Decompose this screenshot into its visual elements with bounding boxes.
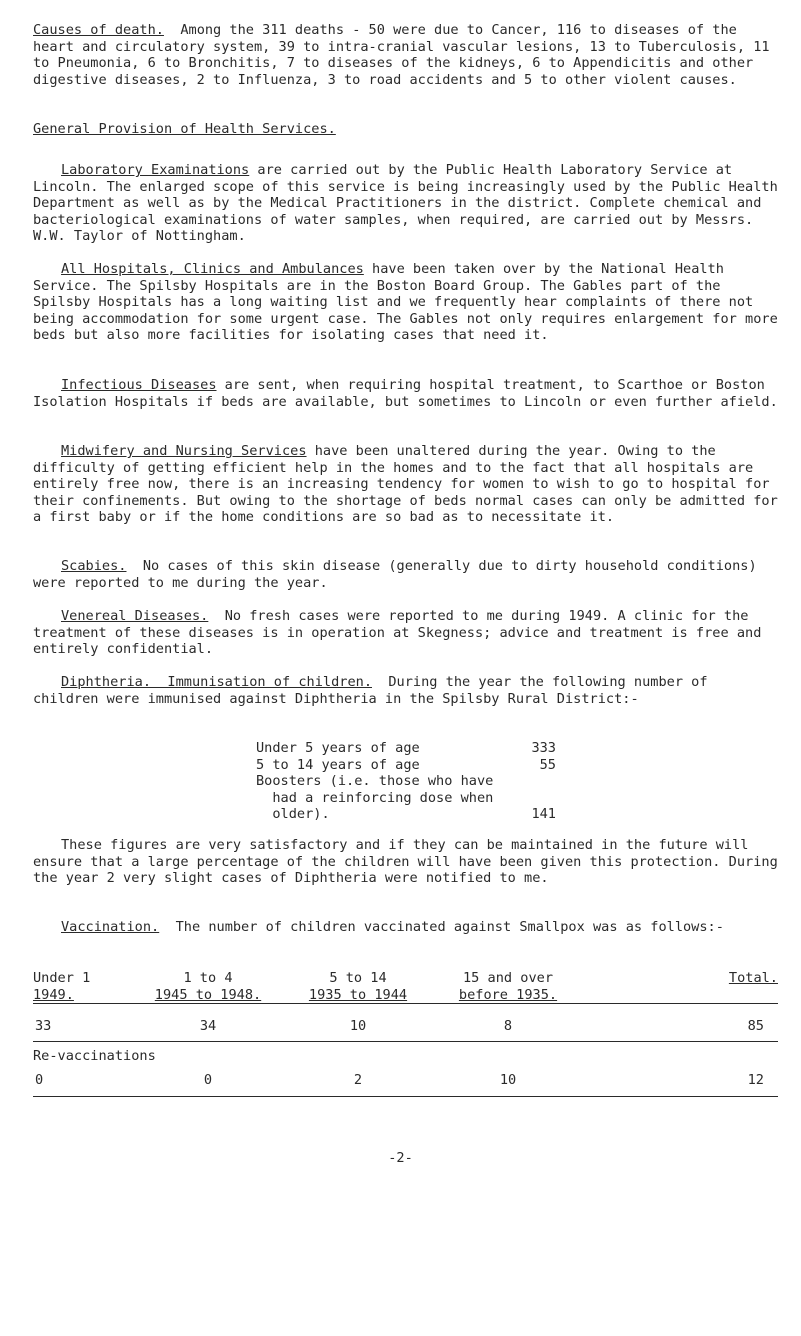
immunisation-list	[256, 740, 556, 823]
vaccination-values	[33, 1018, 778, 1035]
infectious-text: are sent, when requiring hospital treatment, to Scarthoe or Boston Isolation Hospitals if beds are available, but sometimes to Lincoln or even further afield.	[33, 377, 778, 410]
diphtheria-heading: Diphtheria. Immunisation of children.	[61, 674, 372, 690]
general-provision-heading: General Provision of Health Services.	[33, 121, 336, 137]
revaccination-values	[33, 1072, 778, 1089]
midwifery-heading: Midwifery and Nursing Services	[61, 443, 307, 459]
immunisation-row: older). 141	[256, 806, 556, 822]
scabies-text: No cases of this skin disease (generally due to dirty household conditions) were reported to me during the year.	[33, 558, 765, 591]
infectious-heading: Infectious Diseases	[61, 377, 217, 393]
laboratory-heading: Laboratory Examinations	[61, 162, 250, 178]
table-row: 33 34 10 8 85	[35, 1018, 764, 1034]
laboratory-paragraph	[33, 162, 786, 245]
page-number: -2-	[388, 1150, 413, 1166]
infectious-paragraph	[33, 377, 778, 410]
column-header: Total.	[728, 970, 778, 986]
causes-heading: Causes of death.	[33, 22, 164, 38]
column-header: 15 and over before 1935.	[458, 970, 558, 1003]
column-header: 5 to 14 1935 to 1944	[308, 970, 408, 1003]
hospitals-heading: All Hospitals, Clinics and Ambulances	[61, 261, 364, 277]
hospitals-text: have been taken over by the National Health Service. The Spilsby Hospitals are in the Boston Board Group. The Gables part of the Spilsby Hospitals has a long waiting list and we frequently hear complaints of there not being accommodation for some urgent case. The Gables not only requires enlargement for more beds but also more facilities for isolating cases that need it.	[33, 261, 786, 343]
column-header: Under 1 1949.	[33, 970, 91, 1003]
table-rule	[33, 1041, 778, 1042]
diphtheria-after-paragraph: These figures are very satisfactory and if they can be maintained in the future will ensure that a large percentage of the children will have been given this protection. During the year 2 very slight cases of Diphtheria were notified to me.	[33, 837, 786, 886]
venereal-text: No fresh cases were reported to me during 1949. A clinic for the treatment of these diseases is in operation at Skegness; advice and treatment is free and entirely confidential.	[33, 608, 770, 657]
causes-text: Among the 311 deaths - 50 were due to Cancer, 116 to diseases of the heart and circulatory system, 39 to intra-cranial vascular lesions, 13 to Tuberculosis, 11 to Pneumonia, 6 to Bronchitis, 7 to diseases of the kidneys, 6 to Appendicitis and other digestive diseases, 2 to Influenza, 3 to road accidents and 5 to other violent causes.	[33, 22, 778, 88]
diphtheria-text: During the year the following number of children were immunised against Diphtheria in the Spilsby Rural District:-	[33, 674, 716, 707]
vaccination-header-row	[33, 970, 778, 1003]
vaccination-paragraph	[33, 919, 778, 936]
scabies-paragraph	[33, 558, 778, 591]
midwifery-text: have been unaltered during the year. Owing to the difficulty of getting efficient help in the homes and to the fact that all hospitals are entirely free now, there is an increasing tendency for women to wish to go to hospital for their confinements. But owing to the shortage of beds normal cases can only be admitted for a first baby or if the home conditions are so bad as to necessitate it.	[33, 443, 786, 525]
immunisation-row: 5 to 14 years of age 55	[256, 756, 556, 773]
causes-paragraph	[33, 22, 778, 88]
scabies-heading: Scabies.	[61, 558, 127, 574]
immunisation-row: Under 5 years of age 333	[256, 740, 556, 756]
venereal-heading: Venereal Diseases.	[61, 608, 209, 624]
diphtheria-paragraph	[33, 674, 778, 707]
hospitals-paragraph	[33, 261, 786, 344]
table-row: 0 0 2 10 12	[35, 1072, 764, 1088]
vaccination-table	[33, 970, 778, 1003]
vaccination-text: The number of children vaccinated against Smallpox was as follows:-	[159, 919, 724, 935]
laboratory-text: are carried out by the Public Health Laboratory Service at Lincoln. The enlarged scope of this service is being increasingly used by the Public Health Department as well as by the Medical Practitioners in the district. Complete chemical and bacteriological examinations of water samples, when required, are carried out by Messrs. W.W. Taylor of Nottingham.	[33, 162, 786, 244]
table-rule	[33, 1003, 778, 1004]
column-header: 1 to 4 1945 to 1948.	[154, 970, 262, 1003]
vaccination-heading: Vaccination.	[61, 919, 160, 935]
table-rule	[33, 1096, 778, 1097]
venereal-paragraph	[33, 608, 778, 658]
midwifery-paragraph	[33, 443, 786, 526]
immunisation-row: Boosters (i.e. those who have	[256, 773, 494, 789]
immunisation-row: had a reinforcing dose when	[256, 789, 494, 806]
revaccination-label: Re-vaccinations	[33, 1048, 156, 1064]
